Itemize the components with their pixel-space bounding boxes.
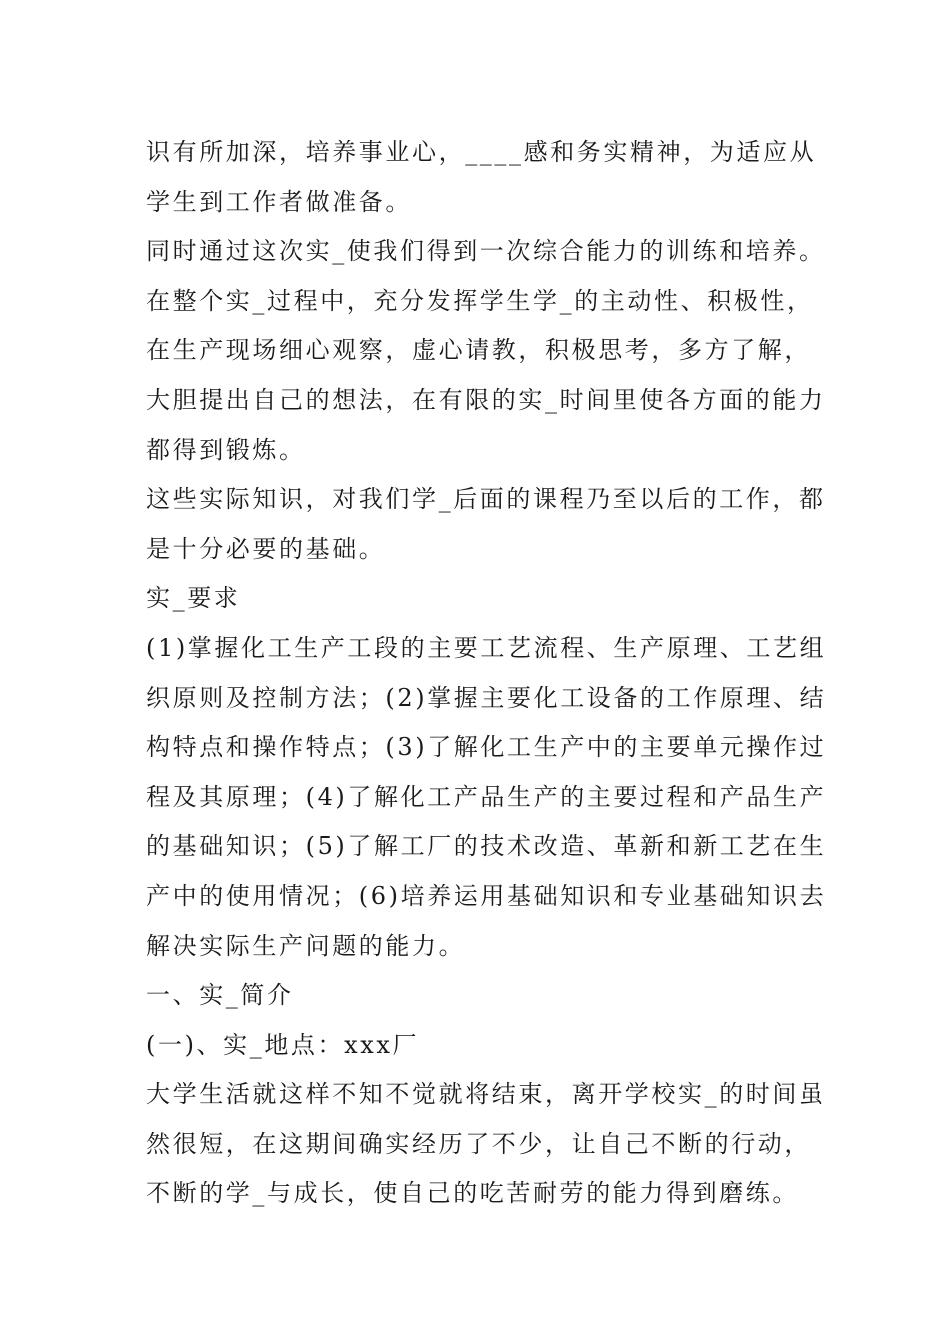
text-line: 同时通过这次实_使我们得到一次综合能力的训练和培养。 [146,237,826,266]
section-heading: 实_要求 [146,584,241,613]
text-line: 大胆提出自己的想法，在有限的实_时间里使各方面的能力 [146,385,826,414]
section-heading: 一、实_简介 [146,981,294,1010]
text-line: 都得到锻炼。 [146,435,306,464]
text-line: (1)掌握化工生产工段的主要工艺流程、生产原理、工艺组 [146,633,827,662]
text-line: 程及其原理；(4)了解化工产品生产的主要过程和产品生产 [146,782,827,811]
text-line: 解决实际生产问题的能力。 [146,931,466,960]
text-line: 识有所加深，培养事业心，____感和务实精神，为适应从 [146,138,817,166]
text-line: 是十分必要的基础。 [146,534,386,563]
text-line: 在整个实_过程中，充分发挥学生学_的主动性、积极性， [146,286,814,315]
text-line: 产中的使用情况；(6)培养运用基础知识和专业基础知识去 [146,881,827,910]
text-line: 大学生活就这样不知不觉就将结束，离开学校实_的时间虽 [146,1080,826,1109]
text-line: 在生产现场细心观察，虚心请教，积极思考，多方了解， [146,336,811,365]
text-line: 不断的学_与成长，使自己的吃苦耐劳的能力得到磨练。 [146,1179,799,1208]
text-line: 构特点和操作特点；(3)了解化工生产中的主要单元操作过 [146,733,827,762]
text-line: 的基础知识；(5)了解工厂的技术改造、革新和新工艺在生 [146,832,827,861]
text-line: 织原则及控制方法；(2)掌握主要化工设备的工作原理、结 [146,683,827,712]
subsection-heading: (一)、实_地点：xxx厂 [146,1030,420,1059]
text-line: 然很短，在这期间确实经历了不少，让自己不断的行动， [146,1129,811,1158]
document-body [146,128,827,1219]
text-line: 这些实际知识，对我们学_后面的课程乃至以后的工作，都 [146,485,826,514]
text-line: 学生到工作者做准备。 [146,187,412,216]
